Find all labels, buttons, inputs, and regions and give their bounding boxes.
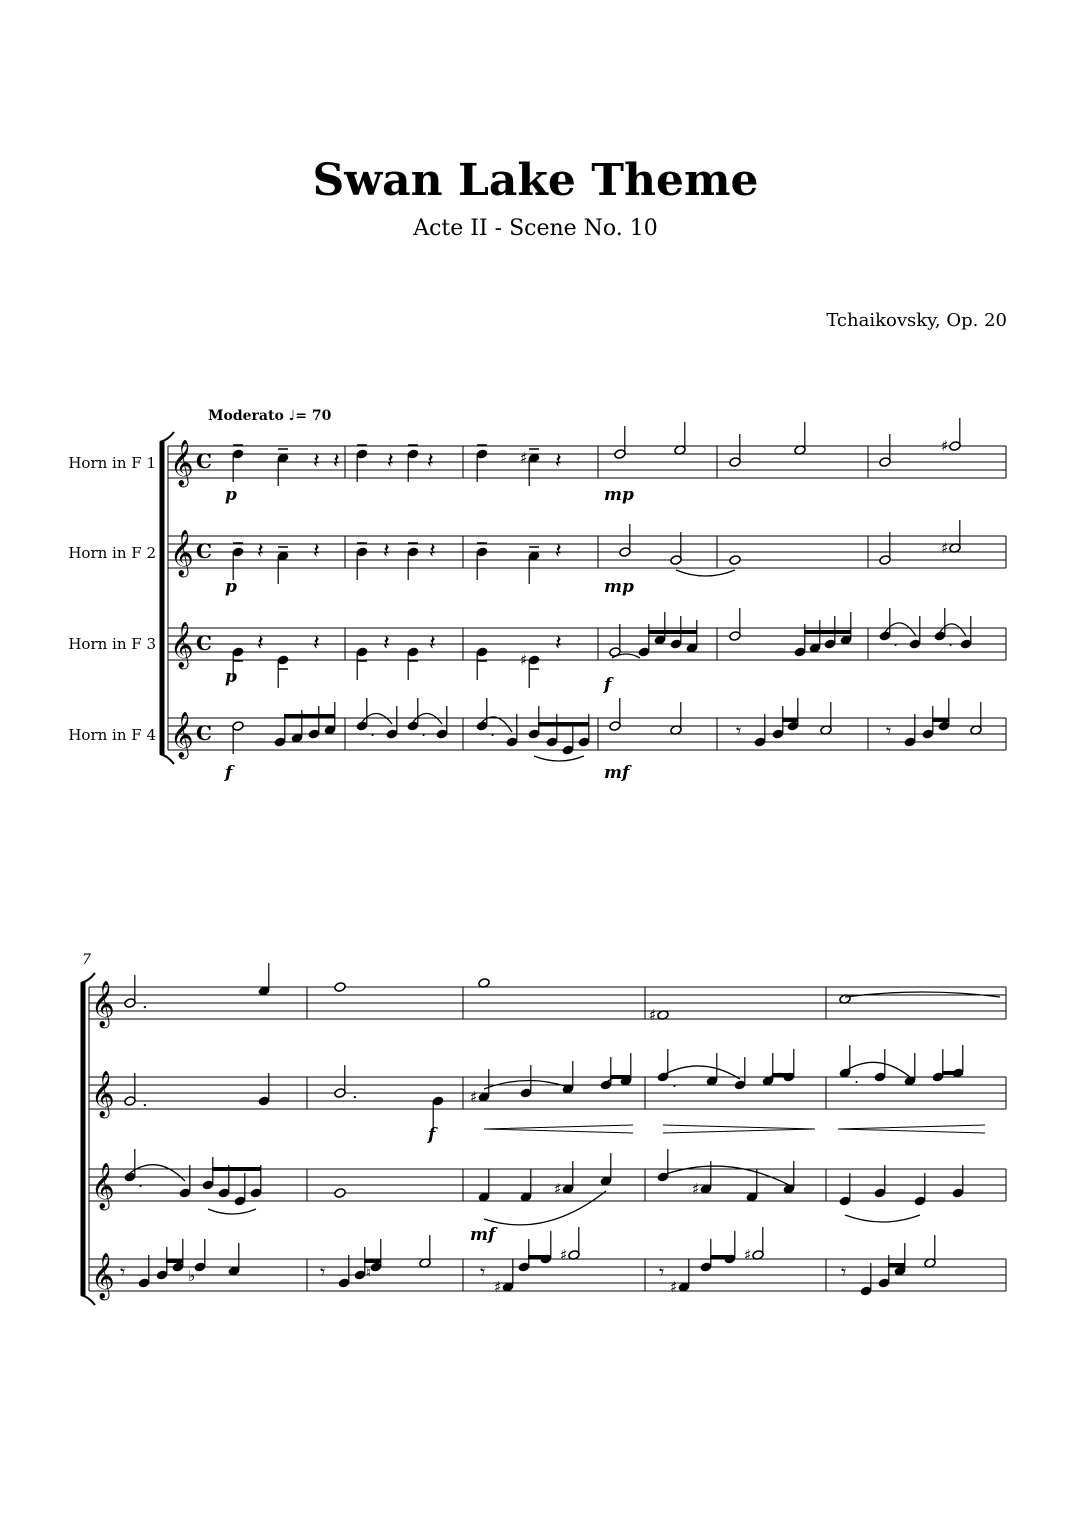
- dynamic-marking: p: [225, 577, 237, 597]
- treble-clef-icon: 𝄞: [170, 622, 194, 668]
- slur: [534, 756, 584, 761]
- dot: .: [490, 721, 496, 740]
- sharp-icon: ♯: [670, 1278, 678, 1296]
- quarter-rest-icon: 𝄽: [313, 539, 320, 564]
- treble-clef-icon: 𝄞: [170, 440, 194, 486]
- sharp-icon: ♯: [560, 1246, 568, 1264]
- instrument-label-horn-4: Horn in F 4: [68, 726, 156, 744]
- eighth-rest-icon: 𝄾: [659, 1260, 665, 1284]
- notehead: [334, 982, 346, 993]
- sharp-icon: ♯: [941, 539, 949, 557]
- treble-clef-icon: 𝄞: [91, 981, 115, 1027]
- system-bracket: [160, 442, 164, 754]
- quarter-rest-icon: 𝄽: [427, 449, 434, 474]
- dot: .: [948, 631, 954, 650]
- dynamic-marking: mp: [604, 577, 634, 597]
- dot: .: [672, 1072, 678, 1091]
- dot: .: [370, 721, 376, 740]
- slur: [676, 570, 735, 576]
- time-signature: C: [196, 721, 212, 745]
- quarter-rest-icon: 𝄽: [555, 631, 562, 656]
- treble-clef-icon: 𝄞: [91, 1163, 115, 1209]
- dot: .: [854, 1068, 860, 1087]
- quarter-rest-icon: 𝄽: [313, 449, 320, 474]
- dynamic-marking: f: [604, 675, 612, 695]
- system-bracket: [81, 983, 85, 1295]
- sharp-icon: ♯: [554, 1180, 562, 1198]
- dynamic-marking: f: [225, 763, 233, 783]
- crescendo-hairpin: [484, 1125, 633, 1133]
- sharp-icon: ♯: [744, 1246, 752, 1264]
- dot: .: [142, 1090, 148, 1111]
- sharp-icon: ♯: [649, 1006, 657, 1024]
- eighth-rest-icon: 𝄾: [320, 1260, 326, 1284]
- eighth-rest-icon: 𝄾: [886, 719, 892, 743]
- flat-icon: ♭: [188, 1267, 196, 1285]
- quarter-rest-icon: 𝄽: [387, 449, 394, 474]
- dynamic-marking: mf: [604, 763, 630, 783]
- quarter-rest-icon: 𝄽: [429, 539, 436, 564]
- sharp-icon: ♯: [494, 1278, 502, 1296]
- dot: .: [142, 992, 148, 1013]
- natural-icon: ♮: [366, 1265, 372, 1281]
- slur: [845, 1215, 920, 1222]
- tempo-text: Moderato: [208, 408, 284, 424]
- time-signature: C: [196, 449, 212, 473]
- notehead: [334, 1188, 346, 1199]
- dynamic-marking: mp: [604, 485, 634, 505]
- quarter-rest-icon: 𝄽: [555, 449, 562, 474]
- quarter-note-icon: ♩: [288, 408, 296, 424]
- treble-clef-icon: 𝄞: [91, 1071, 115, 1117]
- time-signature: C: [196, 539, 212, 563]
- treble-clef-icon: 𝄞: [170, 712, 194, 758]
- instrument-label-horn-2: Horn in F 2: [68, 544, 156, 562]
- quarter-rest-icon: 𝄽: [383, 631, 390, 656]
- tempo-bpm: = 70: [295, 408, 332, 424]
- dynamic-marking: p: [225, 485, 237, 505]
- quarter-rest-icon: 𝄽: [257, 539, 264, 564]
- instrument-label-horn-1: Horn in F 1: [68, 454, 156, 472]
- eighth-rest-icon: 𝄾: [841, 1260, 847, 1284]
- score-title: Swan Lake Theme: [312, 155, 759, 206]
- score-subtitle: Acte II - Scene No. 10: [413, 216, 658, 241]
- dynamic-marking: p: [225, 667, 237, 687]
- treble-clef-icon: 𝄞: [170, 530, 194, 576]
- sharp-icon: ♯: [941, 437, 949, 455]
- eighth-rest-icon: 𝄾: [120, 1260, 126, 1284]
- sharp-icon: ♯: [470, 1088, 478, 1106]
- quarter-rest-icon: 𝄽: [257, 631, 264, 656]
- sharp-icon: ♯: [520, 449, 528, 467]
- sharp-icon: ♯: [692, 1180, 700, 1198]
- decrescendo-hairpin: [663, 1125, 815, 1133]
- composer-credit: Tchaikovsky, Op. 20: [826, 310, 1007, 331]
- eighth-rest-icon: 𝄾: [480, 1260, 486, 1284]
- dot: .: [352, 1082, 358, 1103]
- dot: .: [421, 721, 427, 740]
- dot: .: [893, 631, 899, 650]
- notehead: [729, 555, 741, 566]
- quarter-rest-icon: 𝄽: [313, 631, 320, 656]
- slur: [484, 1191, 606, 1225]
- treble-clef-icon: 𝄞: [91, 1253, 115, 1299]
- instrument-label-horn-3: Horn in F 3: [68, 635, 156, 653]
- eighth-rest-icon: 𝄾: [736, 719, 742, 743]
- time-signature: C: [196, 631, 212, 655]
- dot: .: [138, 1172, 144, 1191]
- measure-number: 7: [82, 952, 91, 968]
- quarter-rest-icon: 𝄽: [555, 539, 562, 564]
- quarter-rest-icon: 𝄽: [333, 449, 340, 474]
- dynamic-marking: mf: [470, 1225, 496, 1245]
- dynamic-marking: f: [428, 1125, 436, 1145]
- slur: [208, 1209, 256, 1214]
- crescendo-hairpin: [838, 1125, 985, 1133]
- quarter-rest-icon: 𝄽: [429, 631, 436, 656]
- sharp-icon: ♯: [520, 651, 528, 669]
- quarter-rest-icon: 𝄽: [383, 539, 390, 564]
